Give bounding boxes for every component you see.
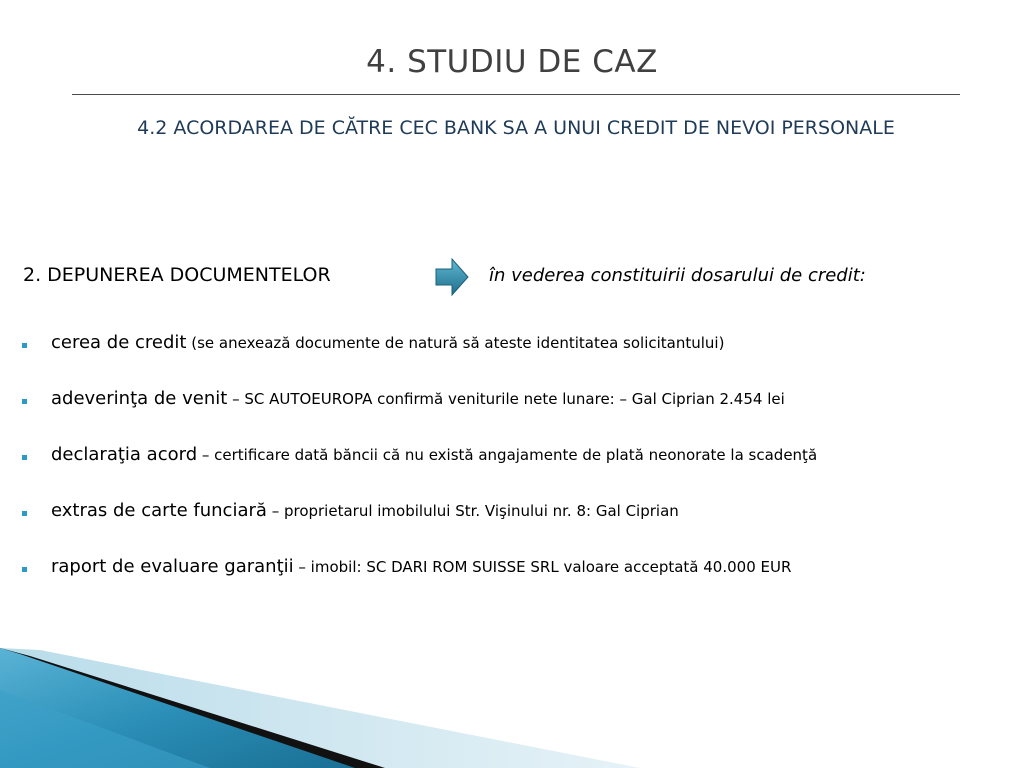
square-bullet-icon [22,455,27,460]
square-bullet-icon [22,567,27,572]
decorative-swoosh [0,640,1024,768]
item-detail: – SC AUTOEUROPA confirmă veniturile nete lunare: – [227,390,632,408]
item-detail-italic: Gal Ciprian [595,502,679,520]
section-heading-note: în vederea constituirii dosarului de credit: [489,265,866,286]
item-detail: (se anexează [186,334,296,352]
item-detail-end: ) [718,334,725,352]
item-term: raport de evaluare garanţii [51,556,294,577]
item-detail-end: lei [762,390,785,408]
item-detail-end: : SC DARI ROM SUISSE SRL valoare acceptată 40.000 EUR [356,558,792,576]
square-bullet-icon [22,399,27,404]
item-term: declaraţia acord [51,444,198,465]
item-detail-italic: imobil [310,558,357,576]
item-detail-italic: documente de natură să ateste identitatea solicitantului [295,334,719,352]
section-heading-row [23,262,1003,294]
square-bullet-icon [22,343,27,348]
item-term: adeverinţa de venit [51,388,228,409]
item-detail-italic: Gal Ciprian 2.454 [631,390,763,408]
item-detail: – proprietarul imobilului Str. Vişinului nr. 8: [266,502,596,520]
square-bullet-icon [22,511,27,516]
section-heading: 2. DEPUNEREA DOCUMENTELOR [23,264,331,286]
title-divider [72,94,960,95]
slide-subtitle: 4.2 ACORDAREA DE CĂTRE CEC BANK SA A UNUI CREDIT DE NEVOI PERSONALE [137,117,895,139]
item-term: cerea de credit [51,332,187,353]
item-term: extras de carte funciară [51,500,267,521]
slide-title: 4. STUDIU DE CAZ [366,44,658,80]
item-detail: – certificare dată băncii că nu există angajamente de plată neonorate la scadenţă [197,446,818,464]
item-detail: – [293,558,311,576]
right-arrow-icon [435,258,469,296]
